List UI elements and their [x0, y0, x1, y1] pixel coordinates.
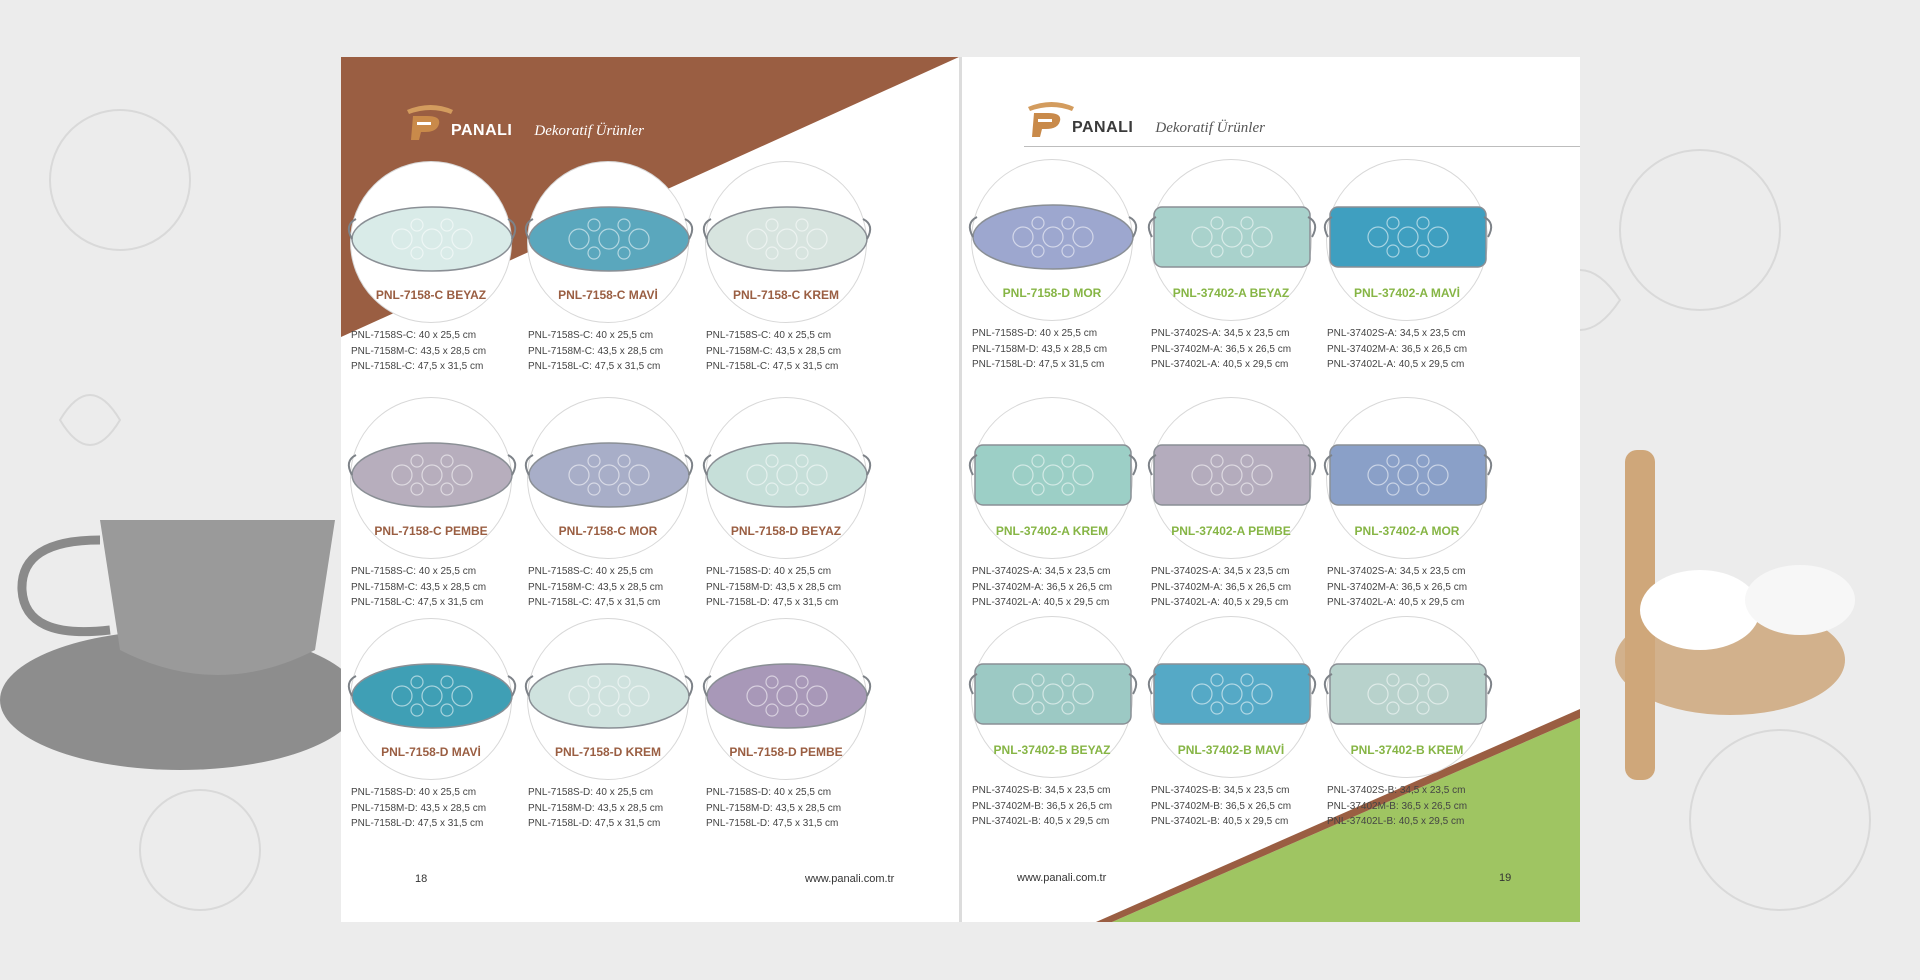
size-line: PNL-37402M-A: 36,5 x 26,5 cm [1151, 343, 1292, 355]
size-line: PNL-7158M-D: 43,5 x 28,5 cm [706, 581, 842, 593]
size-line: PNL-7158M-C: 43,5 x 28,5 cm [351, 345, 487, 357]
product-name: PNL-7158-C MOR [558, 524, 658, 538]
product-name: PNL-7158-C MAVİ [558, 288, 658, 302]
size-line: PNL-7158L-D: 47,5 x 31,5 cm [706, 597, 839, 608]
product-sizes [1151, 783, 1331, 830]
size-line: PNL-7158L-C: 47,5 x 31,5 cm [351, 361, 484, 372]
website-url: www.panali.com.tr [1017, 872, 1107, 884]
size-line: PNL-7158L-D: 47,5 x 31,5 cm [351, 818, 484, 829]
size-line: PNL-7158M-C: 43,5 x 28,5 cm [706, 345, 842, 357]
product-name: PNL-7158-D KREM [554, 745, 662, 759]
product-name: PNL-7158-C PEMBE [374, 524, 488, 538]
size-line: PNL-37402S-A: 34,5 x 23,5 cm [1327, 566, 1466, 577]
size-line: PNL-7158S-C: 40 x 25,5 cm [351, 330, 477, 341]
size-line: PNL-37402L-A: 40,5 x 29,5 cm [1327, 359, 1465, 370]
product-sizes [528, 564, 708, 611]
brand-logo [401, 102, 644, 142]
product-name: PNL-37402-B KREM [1350, 743, 1464, 757]
product-sizes [706, 328, 886, 375]
size-line: PNL-37402S-B: 34,5 x 23,5 cm [1327, 785, 1466, 796]
size-line: PNL-7158M-D: 43,5 x 28,5 cm [351, 802, 487, 814]
product-sizes [1151, 564, 1331, 611]
product-sizes [1327, 783, 1507, 830]
size-line: PNL-7158L-C: 47,5 x 31,5 cm [706, 361, 839, 372]
size-line: PNL-7158L-C: 47,5 x 31,5 cm [351, 597, 484, 608]
left-catalog-page [341, 57, 959, 922]
product-name: PNL-37402-A PEMBE [1171, 524, 1291, 538]
right-catalog-page [962, 57, 1580, 922]
product-sizes [351, 785, 531, 832]
size-line: PNL-37402L-B: 40,5 x 29,5 cm [972, 816, 1110, 827]
size-line: PNL-37402S-A: 34,5 x 23,5 cm [972, 566, 1111, 577]
tray-icon [963, 431, 1143, 521]
brand-name: PANALI [1072, 119, 1134, 136]
product-name: PNL-37402-A KREM [995, 524, 1109, 538]
size-line: PNL-37402M-A: 36,5 x 26,5 cm [1151, 581, 1292, 593]
size-line: PNL-7158S-D: 40 x 25,5 cm [706, 566, 832, 577]
tray-icon [519, 431, 699, 521]
size-line: PNL-37402M-B: 36,5 x 26,5 cm [1151, 800, 1292, 812]
product-sizes [1327, 326, 1507, 373]
size-line: PNL-37402L-B: 40,5 x 29,5 cm [1327, 816, 1465, 827]
tray-icon [342, 431, 522, 521]
product-sizes [972, 564, 1152, 611]
product-sizes [351, 328, 531, 375]
product-name: PNL-37402-A MAVİ [1353, 286, 1461, 300]
tray-icon [963, 193, 1143, 283]
product-name: PNL-7158-D MAVİ [381, 745, 481, 759]
product-name: PNL-7158-C BEYAZ [375, 288, 487, 302]
size-line: PNL-37402S-B: 34,5 x 23,5 cm [1151, 785, 1290, 796]
size-line: PNL-7158L-D: 47,5 x 31,5 cm [972, 359, 1105, 370]
size-line: PNL-7158S-D: 40 x 25,5 cm [528, 787, 654, 798]
product-sizes [528, 785, 708, 832]
tray-icon [1142, 193, 1322, 283]
size-line: PNL-7158S-C: 40 x 25,5 cm [528, 566, 654, 577]
website-url: www.panali.com.tr [805, 873, 895, 885]
product-name: PNL-37402-A MOR [1354, 524, 1460, 538]
product-name: PNL-37402-B MAVİ [1177, 743, 1285, 757]
tray-icon [1318, 193, 1498, 283]
size-line: PNL-7158S-D: 40 x 25,5 cm [972, 328, 1098, 339]
size-line: PNL-7158S-D: 40 x 25,5 cm [706, 787, 832, 798]
tray-icon [519, 652, 699, 742]
product-name: PNL-7158-C KREM [732, 288, 840, 302]
tray-icon [1142, 431, 1322, 521]
tray-icon [519, 195, 699, 285]
cup-shape [100, 520, 335, 675]
product-sizes [1151, 326, 1331, 373]
tray-icon [697, 195, 877, 285]
size-line: PNL-7158L-C: 47,5 x 31,5 cm [528, 361, 661, 372]
size-line: PNL-37402M-A: 36,5 x 26,5 cm [1327, 581, 1468, 593]
size-line: PNL-37402M-B: 36,5 x 26,5 cm [972, 800, 1113, 812]
product-sizes [1327, 564, 1507, 611]
size-line: PNL-37402L-A: 40,5 x 29,5 cm [1151, 359, 1289, 370]
tray-icon [963, 650, 1143, 740]
product-name: PNL-7158-D BEYAZ [730, 524, 842, 538]
tray-icon [342, 652, 522, 742]
product-name: PNL-7158-D MOR [1002, 286, 1102, 300]
product-sizes [972, 326, 1152, 373]
header-divider [1024, 146, 1580, 147]
brand-subtitle: Dekoratif Ürünler [1155, 120, 1265, 136]
size-line: PNL-7158M-C: 43,5 x 28,5 cm [351, 581, 487, 593]
size-line: PNL-37402M-A: 36,5 x 26,5 cm [1327, 343, 1468, 355]
product-sizes [972, 783, 1152, 830]
product-sizes [351, 564, 531, 611]
size-line: PNL-7158S-C: 40 x 25,5 cm [528, 330, 654, 341]
size-line: PNL-37402S-A: 34,5 x 23,5 cm [1327, 328, 1466, 339]
tray-icon [342, 195, 522, 285]
brand-logo [1022, 99, 1265, 139]
size-line: PNL-7158M-C: 43,5 x 28,5 cm [528, 345, 664, 357]
product-sizes [706, 564, 886, 611]
size-line: PNL-37402L-A: 40,5 x 29,5 cm [1151, 597, 1289, 608]
size-line: PNL-37402S-A: 34,5 x 23,5 cm [1151, 566, 1290, 577]
brand-name: PANALI [451, 122, 513, 139]
product-name: PNL-37402-B BEYAZ [993, 743, 1111, 757]
size-line: PNL-7158M-C: 43,5 x 28,5 cm [528, 581, 664, 593]
cup-handle-shape [22, 540, 110, 632]
tray-icon [1318, 650, 1498, 740]
page-number: 19 [1499, 872, 1512, 884]
tray-icon [697, 652, 877, 742]
brand-subtitle: Dekoratif Ürünler [534, 123, 644, 139]
size-line: PNL-7158S-C: 40 x 25,5 cm [706, 330, 832, 341]
page-number: 18 [415, 873, 428, 885]
product-name: PNL-37402-A BEYAZ [1172, 286, 1290, 300]
product-sizes [706, 785, 886, 832]
product-sizes [528, 328, 708, 375]
size-line: PNL-37402S-A: 34,5 x 23,5 cm [1151, 328, 1290, 339]
tray-icon [697, 431, 877, 521]
size-line: PNL-7158L-D: 47,5 x 31,5 cm [706, 818, 839, 829]
size-line: PNL-7158L-D: 47,5 x 31,5 cm [528, 818, 661, 829]
size-line: PNL-7158M-D: 43,5 x 28,5 cm [972, 343, 1108, 355]
size-line: PNL-37402S-B: 34,5 x 23,5 cm [972, 785, 1111, 796]
product-name: PNL-7158-D PEMBE [729, 745, 843, 759]
size-line: PNL-37402M-A: 36,5 x 26,5 cm [972, 581, 1113, 593]
tray-icon [1318, 431, 1498, 521]
size-line: PNL-37402L-A: 40,5 x 29,5 cm [972, 597, 1110, 608]
size-line: PNL-37402L-B: 40,5 x 29,5 cm [1151, 816, 1289, 827]
tray-icon [1142, 650, 1322, 740]
size-line: PNL-37402M-B: 36,5 x 26,5 cm [1327, 800, 1468, 812]
size-line: PNL-37402L-A: 40,5 x 29,5 cm [1327, 597, 1465, 608]
size-line: PNL-7158M-D: 43,5 x 28,5 cm [528, 802, 664, 814]
size-line: PNL-7158L-C: 47,5 x 31,5 cm [528, 597, 661, 608]
size-line: PNL-7158M-D: 43,5 x 28,5 cm [706, 802, 842, 814]
size-line: PNL-7158S-C: 40 x 25,5 cm [351, 566, 477, 577]
size-line: PNL-7158S-D: 40 x 25,5 cm [351, 787, 477, 798]
